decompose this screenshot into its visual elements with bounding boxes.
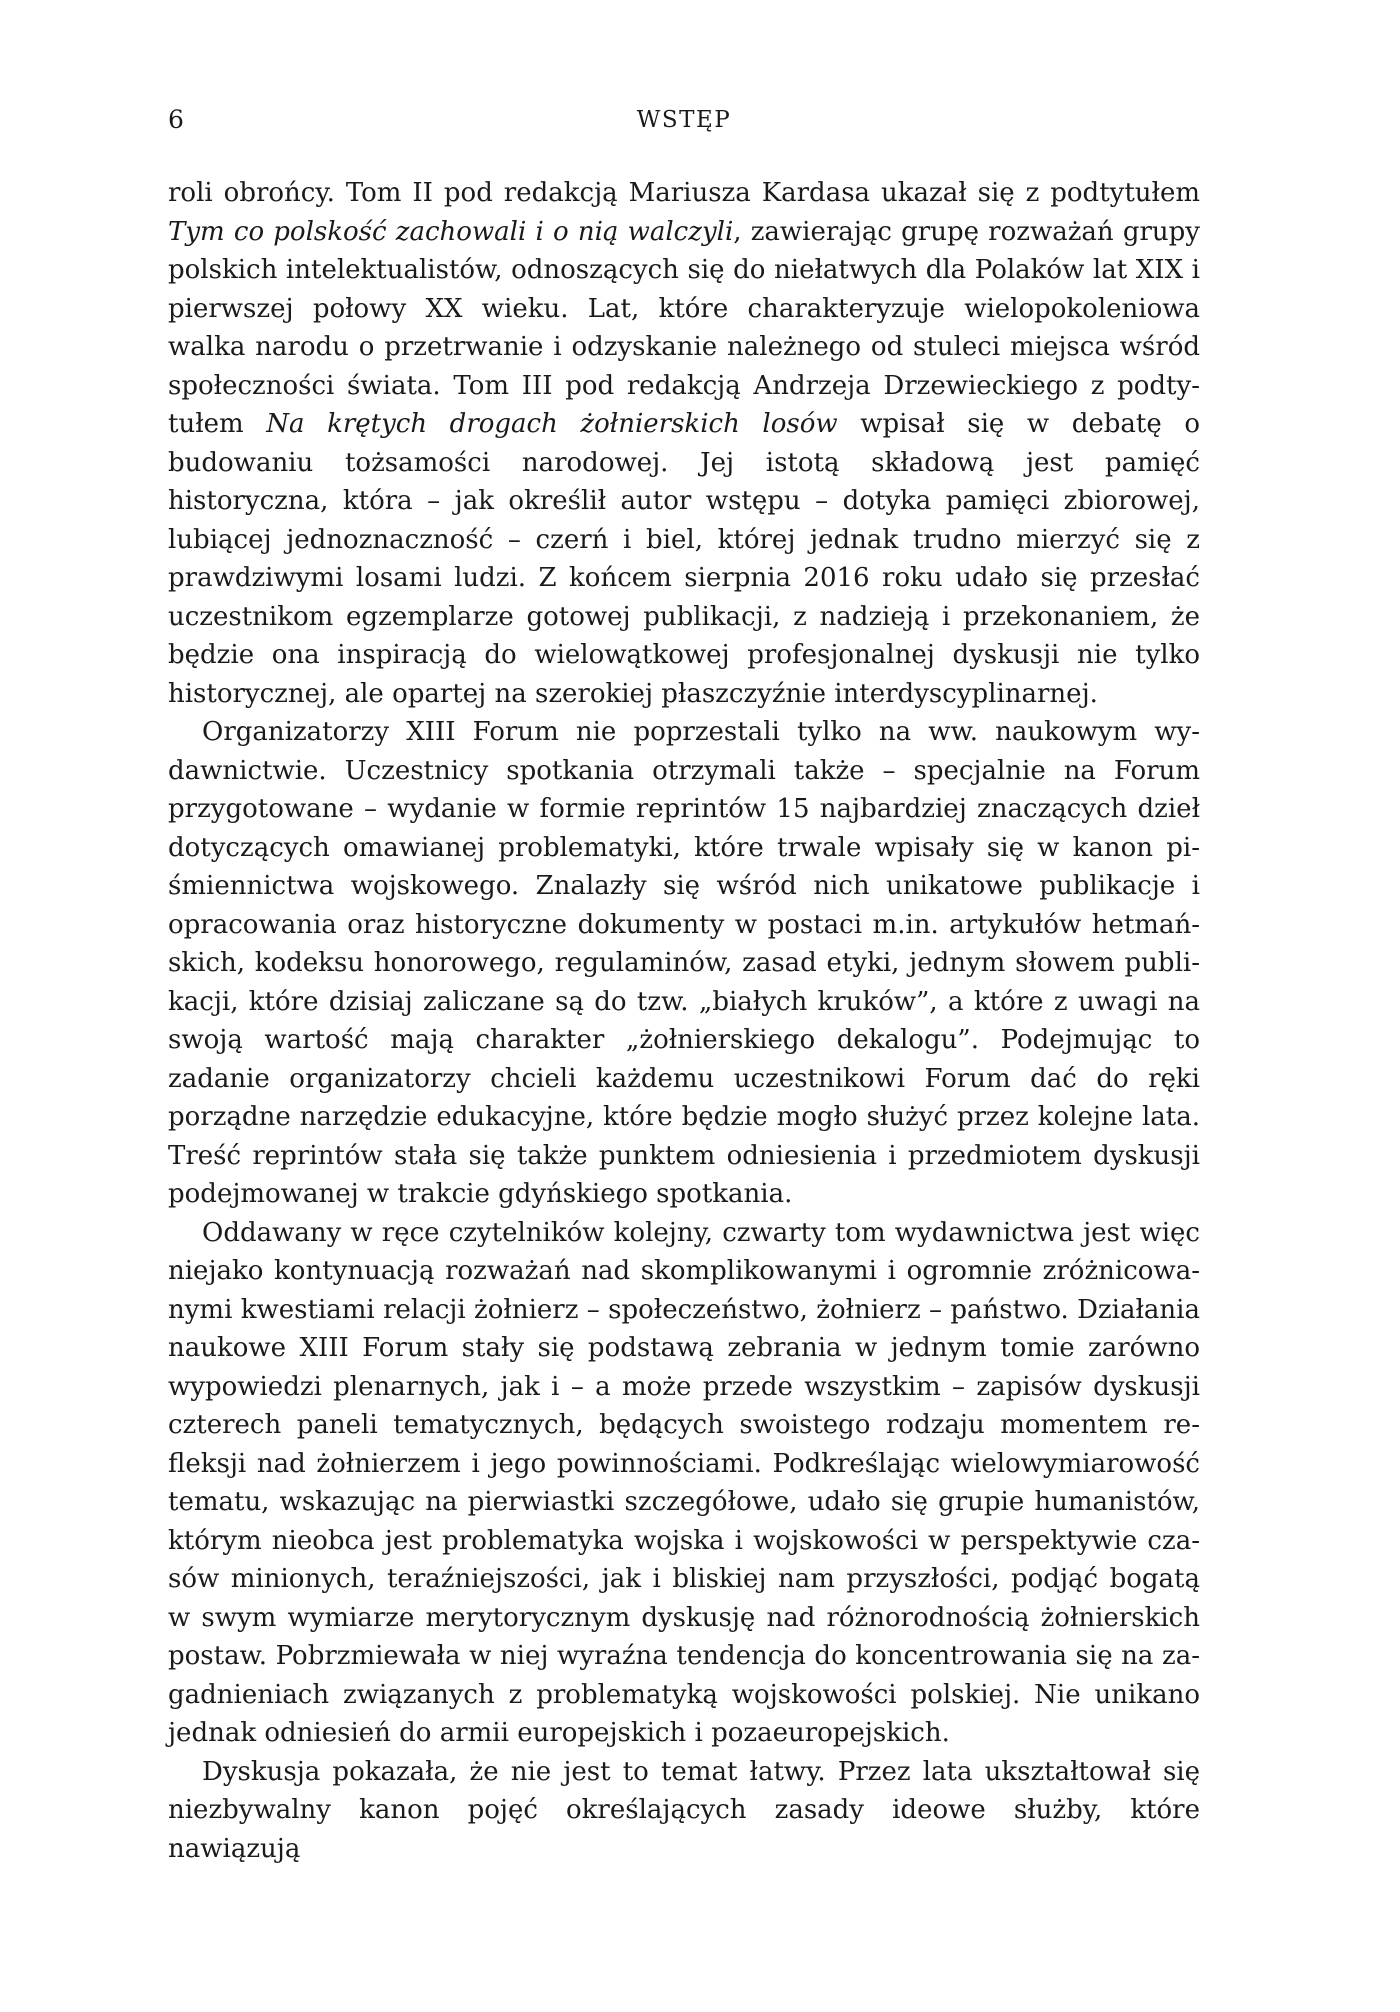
running-head: WSTĘP — [636, 107, 732, 133]
paragraph-3: Oddawany w ręce czytelników kolejny, czwarty tom wydawnictwa jest więc niejako kontynuacją rozważań nad skomplikowanymi i ogromnie zróżnicowanymi kwestiami relacji żołnierz – społeczeństwo, żołnierz – państwo. Działania naukowe XIII Forum stały się podstawą zebrania w jednym tomie zarówno wypowiedzi plenarnych, jak i – a może przede wszystkim – zapisów dyskusji czterech paneli tematycznych, będących swoistego rodzaju momentem refleksji nad żołnierzem i jego powinnościami. Podkreślając wielowymiarowość tematu, wskazując na pierwiastki szczegółowe, udało się grupie humanistów, którym nieobca jest problematyka wojska i wojskowości w perspektywie czasów minionych, teraźniejszości, jak i bliskiej nam przyszłości, podjąć bogatą w swym wymiarze merytorycznym dyskusję nad różnorodnością żołnierskich postaw. Pobrzmiewała w niej wyraźna tendencja do koncentrowania się na zagadnieniach związanych z problematyką wojskowości polskiej. Nie unikano jednak odniesień do armii europejskich i pozaeuropejskich. — [168, 1217, 1200, 1748]
paragraph-2: Organizatorzy XIII Forum nie poprzestali tylko na ww. naukowym wydawnictwie. Uczestnicy spotkania otrzymali także – specjalnie na Forum przygotowane – wydanie w formie reprintów 15 najbardziej znaczących dzieł dotyczących omawianej problematyki, które trwale wpisały się w kanon piśmiennictwa wojskowego. Znalazły się wśród nich unikatowe publikacje i opracowania oraz historyczne dokumenty w postaci m.in. artykułów hetmańskich, kodeksu honorowego, regulaminów, zasad etyki, jednym słowem publikacji, które dzisiaj zaliczane są do tzw. „białych kruków”, a które z uwagi na swoją wartość mają charakter „żołnierskiego dekalogu”. Podejmując to zadanie organizatorzy chcieli każdemu uczestnikowi Forum dać do ręki porządne narzędzie edukacyjne, które będzie mogło służyć przez kolejne lata. Treść reprintów stała się także punktem odniesienia i przedmiotem dyskusji podejmowanej w trakcie gdyńskiego spotkania. — [168, 717, 1200, 1209]
page-number: 6 — [168, 105, 184, 134]
page-header — [168, 100, 1200, 140]
paragraph-1 — [168, 174, 1200, 713]
body-text — [168, 174, 1200, 1868]
paragraph-1-text-middle: , zawierając grupę rozważań grupy polskich intelektualistów, odnoszących się do niełatwych dla Polaków lat XIX i pierwszej połowy XX wieku. Lat, które charakteryzuje wielopokoleniowa walka narodu o przetrwanie i odzyskanie należnego od stuleci miejsca wśród społeczności świata. Tom III pod redakcją Andrzeja Drzewieckiego z podtytułem — [168, 216, 1200, 439]
paragraph-1-text-end: wpisał się w debatę o budowaniu tożsamości narodowej. Jej istotą składową jest pamięć historyczna, która – jak określił autor wstępu – dotyka pamięci zbiorowej, lubiącej jednoznaczność – czerń i biel, której jednak trudno mierzyć się z prawdziwymi losami ludzi. Z końcem sierpnia 2016 roku udało się przesłać uczestnikom egzemplarze gotowej publikacji, z nadzieją i przekonaniem, że będzie ona inspiracją do wielowątkowej profesjonalnej dyskusji nie tylko historycznej, ale opartej na szerokiej płaszczyźnie interdyscyplinarnej. — [168, 409, 1200, 709]
paragraph-4: Dyskusja pokazała, że nie jest to temat łatwy. Przez lata ukształtował się niezbywalny kanon pojęć określających zasady ideowe służby, które nawiązują — [168, 1756, 1200, 1864]
italic-title-tom-ii: Tym co polskość zachowali i o nią walczyli — [168, 216, 734, 247]
italic-title-tom-iii: Na krętych drogach żołnierskich losów — [266, 409, 838, 439]
paragraph-1-text-start: roli obrońcy. Tom II pod redakcją Mariusza Kardasa ukazał się z podtytułem — [168, 178, 1200, 208]
